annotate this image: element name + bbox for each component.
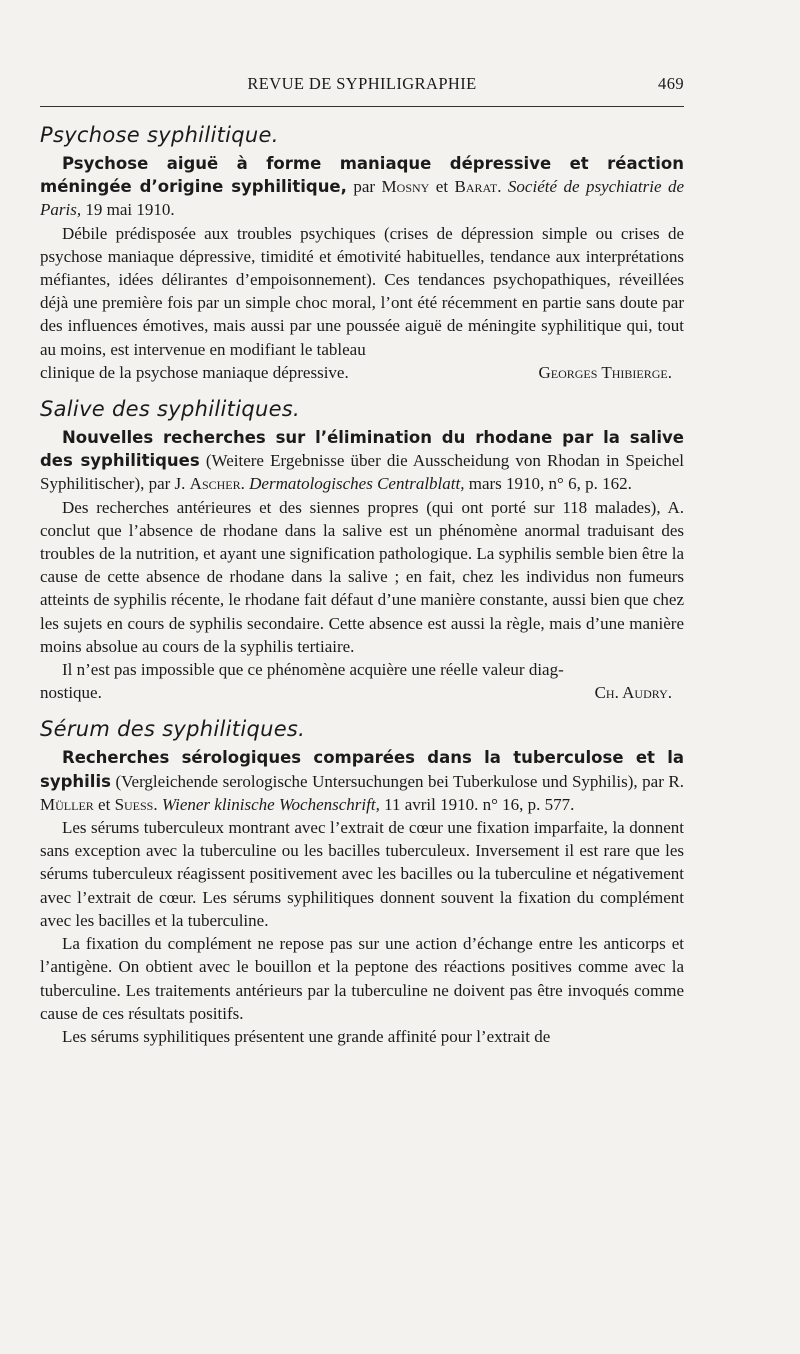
- abstract-heading: [40, 426, 684, 496]
- author-name: Müller: [40, 794, 94, 814]
- page-number: 469: [658, 74, 684, 93]
- citation-date: 19 mai 1910.: [81, 200, 175, 220]
- abstract-paragraph: Il n’est pas impossible que ce phénomène acquière une réelle valeur diag-: [62, 660, 564, 680]
- signature-line: [40, 361, 684, 384]
- abstract-title: Nouvelles recherches sur l’élimination du rhodane par la salive des syphilitiques: [40, 428, 684, 471]
- abstract-paragraph: La fixation du complément ne repose pas sur une action d’échange entre les anticorps et l’antigène. On obtient avec le bouillon et la peptone des réactions positives comme avec la tuberculine. Les traitements antérieurs par la tuberculine ne doivent pas être invoqués comme cause de ces résultats positifs.: [40, 934, 684, 1023]
- journal-name: Wiener klinische Wochenschrift,: [161, 794, 380, 814]
- reviewer-signature: Georges Thibierge.: [538, 362, 672, 382]
- abstract-paragraph: Débile prédisposée aux troubles psychiques (crises de dépression simple ou crises de psychose maniaque dépressive, timidité et émotivité habituelles, tendance aux interprétations méfiantes, idées délirantes d’empoisonnement). Ces tendances psychopathiques, réveillées déjà une première fois par un simple choc moral, l’ont été récemment en partie sans doute par des influences émotives, mais aussi par une poussée aiguë de méningite syphilitique qui, tout au moins, est intervenue en modifiant le tableau: [40, 223, 684, 359]
- abstract-paragraph: Des recherches antérieures et des siennes propres (qui ont porté sur 118 malades), A. conclut que l’absence de rhodane dans la salive est un phénomène anormal traduisant des troubles de la nutrition, et ayant une signification pathologique. La syphilis semble bien être la cause de cette absence de rhodane dans la salive ; en fait, chez les individus non fumeurs atteints de syphilis récente, le rhodane fait défaut d’une manière constante, aussi bien que chez les sujets en cours de syphilis secondaire. Cette absence est aussi la règle, mais d’une manière moins absolue au cours de la syphilis tertiaire.: [40, 497, 684, 656]
- original-title: (Vergleichende serologische Untersuchungen bei Tuberkulose und Syphilis), par R.: [110, 771, 684, 791]
- abstract-title: Recherches sérologiques comparées dans la tuberculose et la syphilis: [40, 748, 684, 791]
- period-text: .: [153, 794, 162, 814]
- abstract-title: Psychose aiguë à forme maniaque dépressive et réaction méningée d’origine syphilitique,: [40, 154, 684, 197]
- section-psychose: [40, 120, 684, 384]
- section-salive: [40, 394, 684, 704]
- abstract-paragraph: Les sérums tuberculeux montrant avec l’extrait de cœur une fixation imparfaite, la donnent sans exception avec la tuberculine ou les bacilles tuberculeux. Inversement il est rare que les sérums tuberculeux réagissent positivement avec les bacilles ou la tuberculine et négativement avec l’extrait de cœur. Les sérums syphilitiques donnent souvent la fixation du complément avec les bacilles et la tuberculine.: [40, 818, 684, 930]
- article-body: [40, 120, 684, 1048]
- section-title: Salive des syphilitiques.: [40, 397, 301, 422]
- journal-running-title: REVUE DE SYPHILIGRAPHIE: [247, 74, 477, 93]
- running-head: [40, 74, 684, 96]
- journal-name: Dermatologisches Centralblatt,: [249, 474, 465, 494]
- abstract-heading: [40, 746, 684, 816]
- journal-name: Société de psychiatrie de Paris,: [40, 177, 684, 220]
- and-text: et: [93, 794, 115, 814]
- citation-ref: 11 avril 1910. n° 16, p. 577.: [379, 794, 575, 814]
- by-text: par: [346, 177, 382, 197]
- and-text: et: [429, 177, 455, 197]
- author-name: Mosny: [381, 177, 430, 197]
- reviewer-signature: Ch. Audry.: [594, 683, 672, 703]
- abstract-heading: [40, 152, 684, 222]
- period-text: .: [497, 177, 508, 197]
- author-name: Ascher: [189, 474, 241, 494]
- paragraph-end: nostique.: [40, 683, 102, 703]
- author-name: Barat: [454, 177, 498, 197]
- section-title: Sérum des syphilitiques.: [40, 717, 306, 742]
- header-rule: [40, 106, 684, 107]
- signature-line: [40, 681, 684, 704]
- section-serum: [40, 714, 684, 1048]
- original-title: (Weitere Ergebnisse über die Ausscheidung von Rhodan in Speichel Syphilitischer), par J.: [40, 451, 684, 494]
- citation-ref: mars 1910, n° 6, p. 162.: [464, 474, 632, 494]
- abstract-paragraph: Les sérums syphilitiques présentent une grande affinité pour l’extrait de: [62, 1026, 551, 1046]
- section-title: Psychose syphilitique.: [40, 123, 279, 147]
- period-text: .: [240, 474, 250, 494]
- paragraph-end: clinique de la psychose maniaque dépressive.: [40, 362, 349, 382]
- author-name: Suess: [114, 794, 154, 814]
